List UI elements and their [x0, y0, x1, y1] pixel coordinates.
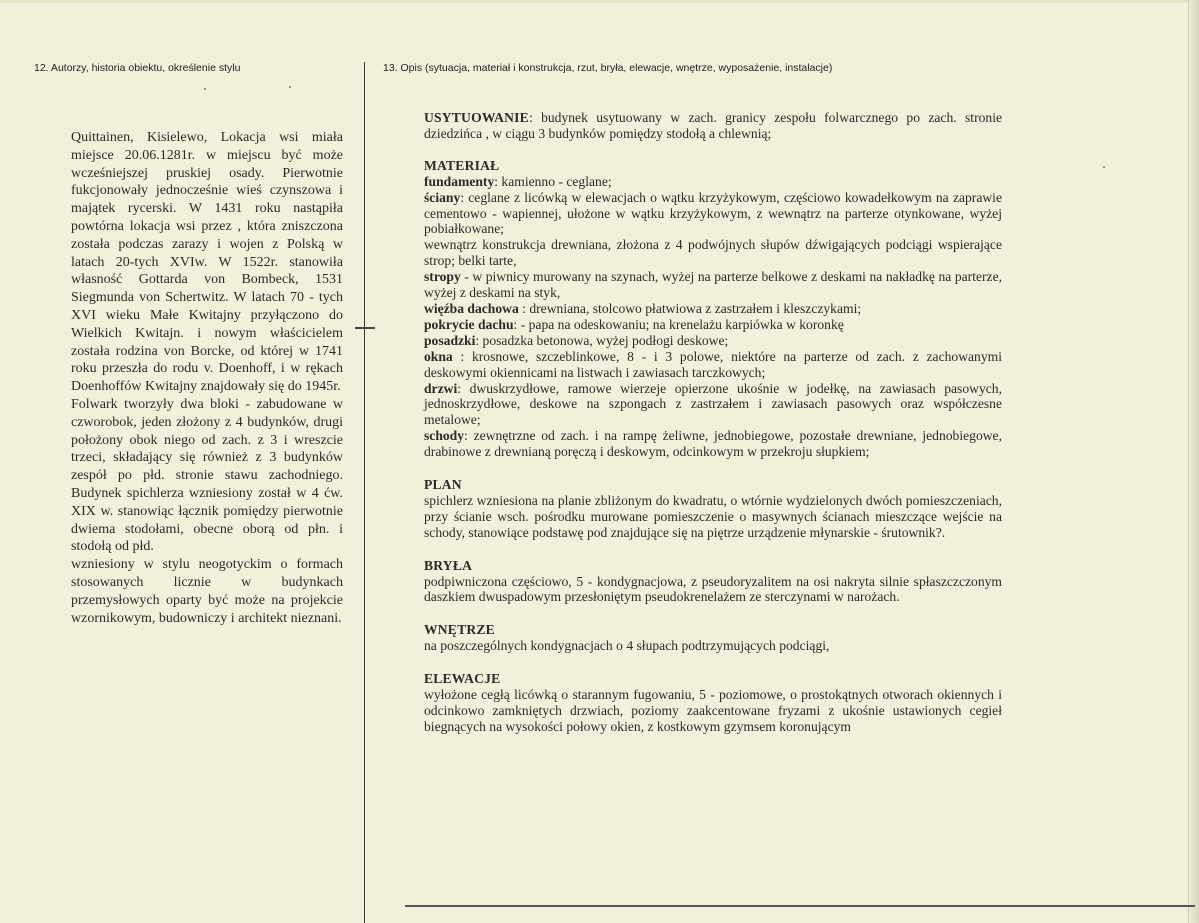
history-paragraph-3: wzniesiony w stylu neogotyckim o formach stosowanych licznie w budynkach przemysłowych oparty być może na projekcie wzornikowym, budowniczy i architekt nieznani. — [71, 557, 343, 626]
section-12-header: 12. Autorzy, historia obiektu, określenie stylu — [34, 62, 241, 74]
page-right-edge — [1188, 0, 1199, 923]
history-paragraph-2: Folwark tworzyły dwa bloki - zabudowane w czworobok, jeden złożony z 4 budynków, drugi położony obok niego od zach. z 3 i wreszcie trzeci, składający się również z 3 budynków zespół po płd. stronie stawu zachodniego. Budynek spichlerza wzniesiony został w 4 ćw. XIX w. stanowiąc łącznik pomiędzy pierwotnie dwiema stodołami, obecne oborą od płn. i stodołą od płd. — [71, 396, 343, 555]
bryla-text: podpiwniczona częściowo, 5 - kondygnacjowa, z pseudoryzalitem na osi nakryta silnie spłaszczczonym daszkiem dwuspadowym przesłoniętym pseudokrenelażem ze sterczynami w narożach. — [424, 573, 1002, 605]
wnetrze-text: na poszczególnych kondygnacjach o 4 słupach podtrzymujących podciągi, — [424, 638, 830, 654]
konstrukcja-line: wewnątrz konstrukcja drewniana, złożona z 4 podwójnych słupów dźwigających podciągi wspierające strop; belki tarte, — [424, 237, 1002, 269]
wnetrze-title: WNĘTRZE — [424, 622, 495, 638]
history-text — [71, 129, 343, 627]
wiezba-line: więźba dachowa : drewniana, stolcowo płatwiowa z zastrzałem i kleszczykami; — [424, 300, 862, 316]
drzwi-line: drzwi: dwuskrzydłowe, ramowe wierzeje opierzone ukośnie w jodełkę, na zawiasach pasowych, jednoskrzydłowe, deskowe na szpongach z zastrzałem i zawiasach pasowych oraz współczesne metalowe; — [424, 380, 1002, 428]
paper-speck — [204, 88, 206, 90]
material-title: MATERIAŁ — [424, 157, 500, 173]
history-paragraph-1: Quittainen, Kisielewo, Lokacja wsi miała miejsce 20.06.1281r. w miejscu być może wcześniejszej pruskiej osady. Pierwotnie fukcjonowały jednocześnie wieś czynszowa i majątek rycerski. W 1431 roku nastąpiła powtórna lokacja wsi przez , która zniszczona została podczas zarazy i wojen z Polską w latach 20-tych XVIw. W 1522r. stanowiła własność Gottarda von Bombeck, 1531 Siegmunda von Schertwitz. W latach 70 - tych XVI wieku Małe Kwitajny przyłączono do Wielkich Kwitajn. i nowym właścicielem została rodzina von Borcke, od której w 1741 roku przeszła do rodu v. Doenhoff, i w rękach Doenhoffów Kwitajny znajdowały się do 1945r. — [71, 130, 343, 395]
plan-title: PLAN — [424, 477, 462, 493]
bryla-title: BRYŁA — [424, 557, 473, 573]
usytuowanie-title: USYTUOWANIE — [424, 110, 529, 125]
stropy-line: stropy - w piwnicy murowany na szynach, wyżej na parterze belkowe z deskami na nakładkę na parterze, wyżej z deskami na styk, — [424, 269, 1002, 301]
page-top-edge — [0, 0, 1199, 3]
elewacje-text: wyłożone cegłą licówką o starannym fugowaniu, 5 - poziomowe, o prostokątnych otworach okiennych i odcinkowo zamkniętych drzwiach, poziomy zaakcentowane fryzami z ukośnie ustawionych cegieł biegnących na wysokości połowy okien, z kostkowym gzymsem koronującym — [424, 687, 1002, 734]
paper-speck — [1103, 166, 1105, 168]
okna-line: okna : krosnowe, szczeblinkowe, 8 - i 3 polowe, niektóre na parterze od zach. z zachowanymi deskowymi okiennicami na listwach i zawiasach tarczkowych; — [424, 348, 1002, 380]
sciany-line: ściany: ceglane z licówką w elewacjach o wątku krzyżykowym, częściowo kowadełkowym na zaprawie cementowo - wapiennej, ułożone w wątku krzyżykowym, z wewnątrz na parterze otynkowane, wyżej pobiałkowane; — [424, 189, 1002, 237]
posadzki-line: posadzki: posadzka betonowa, wyżej podłogi deskowe; — [424, 332, 729, 348]
divider-tick-mark — [355, 327, 375, 329]
bottom-rule — [405, 905, 1195, 907]
paper-speck — [289, 86, 291, 88]
schody-line: schody: zewnętrzne od zach. i na rampę żeliwne, jednobiegowe, pozostałe drewniane, jednobiegowe, drabinowe z drewnianą poręczą i deskowym, odcinkowym w przekroju słupkiem; — [424, 428, 1002, 460]
description-text — [424, 110, 1002, 735]
fundamenty-line: fundamenty: kamienno - ceglane; — [424, 173, 612, 189]
column-divider — [364, 62, 365, 923]
section-13-header: 13. Opis (sytuacja, materiał i konstrukcja, rzut, bryła, elewacje, wnętrze, wyposażenie, instalacje) — [383, 62, 833, 74]
pokrycie-line: pokrycie dachu: - papa na odeskowaniu; na krenelażu karpiówka w koronkę — [424, 316, 844, 332]
usytuowanie-paragraph: USYTUOWANIE: budynek usytuowany w zach. granicy zespołu folwarcznego po zach. stronie dziedzińca , w ciągu 3 budynków pomiędzy stodołą a chlewnią; — [424, 110, 1002, 141]
plan-text: spichlerz wzniesiona na planie zbliżonym do kwadratu, o wtórnie wydzielonych dwóch pomieszczeniach, przy ścianie wsch. pośrodku murowane pomieszczenie o masywnych ścianach mieszczące wejście na schody, stanowiące podstawę pod znajdujące się na piętrze urządzenie młynarskie - śrutownik?. — [424, 492, 1002, 540]
elewacje-title: ELEWACJE — [424, 671, 501, 687]
